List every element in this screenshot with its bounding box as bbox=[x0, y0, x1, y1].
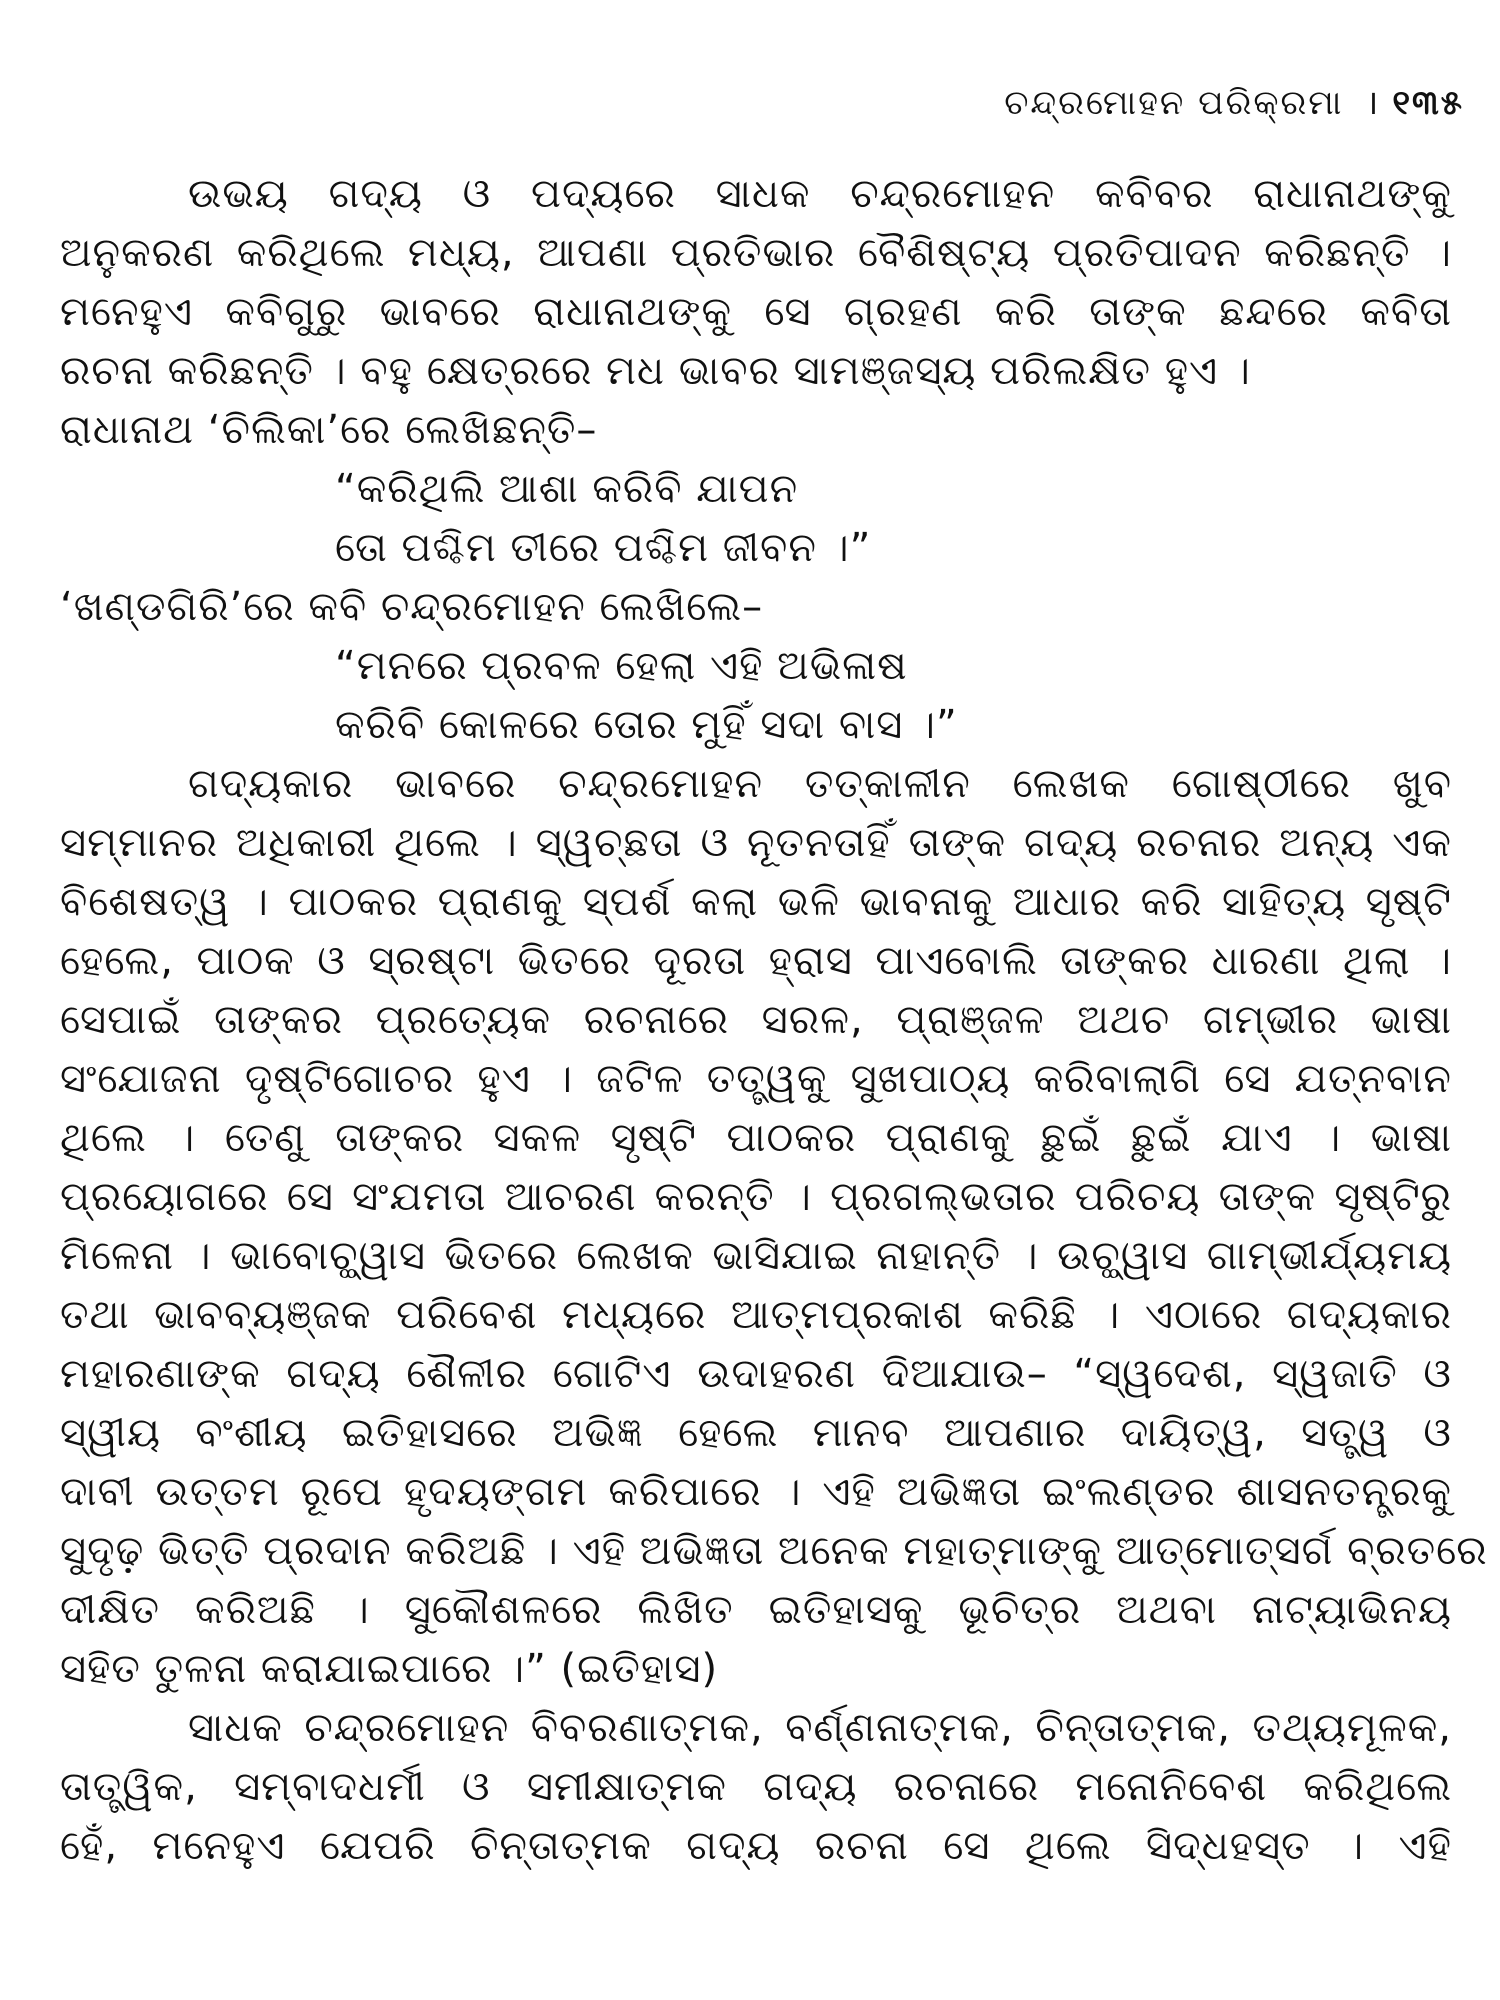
verse-line: ତୋ ପଶ୍ଚିମ ତୀରେ ପଶ୍ଚିମ ଜୀବନ ।” bbox=[335, 525, 872, 571]
text-line: ‘ଖଣ୍ଡଗିରି’ରେ କବି ଚନ୍ଦ୍ରମୋହନ ଲେଖିଲେ– bbox=[60, 584, 764, 630]
text-line: ମିଳେନା । ଭାବୋଚ୍ଛ୍ୱାସ ଭିତରେ ଲେଖକ ଭାସିଯାଇ ନାହାନ୍ତି । ଉଚ୍ଛ୍ୱାସ ଗାମ୍ଭୀର୍ଯ୍ୟମୟ bbox=[60, 1233, 1452, 1279]
verse-line: “କରିଥିଲି ଆଶା କରିବି ଯାପନ bbox=[335, 466, 799, 512]
text-line: ହେଲେ, ପାଠକ ଓ ସ୍ରଷ୍ଟା ଭିତରେ ଦୂରତା ହ୍ରାସ ପାଏବୋଲି ତାଙ୍କର ଧାରଣା ଥିଲା । bbox=[60, 938, 1452, 984]
text-line: ଥିଲେ । ତେଣୁ ତାଙ୍କର ସକଳ ସୃଷ୍ଟି ପାଠକର ପ୍ରାଣକୁ ଛୁଇଁ ଛୁଇଁ ଯାଏ । ଭାଷା bbox=[60, 1115, 1452, 1161]
header-separator: । bbox=[1365, 83, 1381, 123]
text-line: ତଥା ଭାବବ୍ୟଞ୍ଜକ ପରିବେଶ ମଧ୍ୟରେ ଆତ୍ମପ୍ରକାଶ କରିଛି । ଏଠାରେ ଗଦ୍ୟକାର bbox=[60, 1292, 1452, 1338]
text-line: ମହାରଣାଙ୍କ ଗଦ୍ୟ ଶୈଳୀର ଗୋଟିଏ ଉଦାହରଣ ଦିଆଯାଉ– “ସ୍ୱଦେଶ, ସ୍ୱଜାତି ଓ bbox=[60, 1351, 1452, 1397]
text-line: ସହିତ ତୁଳନା କରାଯାଇପାରେ ।” (ଇତିହାସ) bbox=[60, 1646, 719, 1692]
running-title: ଚନ୍ଦ୍ରମୋହନ ପରିକ୍ରମା bbox=[1004, 83, 1344, 123]
text-line: ରଚନା କରିଛନ୍ତି । ବହୁ କ୍ଷେତ୍ରରେ ମଧ ଭାବର ସାମଞ୍ଜସ୍ୟ ପରିଲକ୍ଷିତ ହୁଏ । bbox=[60, 348, 1251, 394]
text-line: ତାତ୍ତ୍ୱିକ, ସମ୍ବାଦଧର୍ମୀ ଓ ସମୀକ୍ଷାତ୍ମକ ଗଦ୍ୟ ରଚନାରେ ମନୋନିବେଶ କରିଥିଲେ bbox=[60, 1764, 1452, 1810]
text-line: ପ୍ରୟୋଗରେ ସେ ସଂଯମତା ଆଚରଣ କରନ୍ତି । ପ୍ରଗଲ୍‌ଭତାର ପରିଚୟ ତାଙ୍କ ସୃଷ୍ଟିରୁ bbox=[60, 1174, 1452, 1220]
text-line: ସେପାଇଁ ତାଙ୍କର ପ୍ରତ୍ୟେକ ରଚନାରେ ସରଳ, ପ୍ରାଞ୍ଜଳ ଅଥଚ ଗମ୍ଭୀର ଭାଷା bbox=[60, 997, 1452, 1043]
text-line: ମନେହୁଏ କବିଗୁରୁ ଭାବରେ ରାଧାନାଥଙ୍କୁ ସେ ଗ୍ରହଣ କରି ତାଙ୍କ ଛନ୍ଦରେ କବିତା bbox=[60, 289, 1452, 335]
text-line: ସମ୍ମାନର ଅଧିକାରୀ ଥିଲେ । ସ୍ୱଚ୍ଛତା ଓ ନୂତନତାହିଁ ତାଙ୍କ ଗଦ୍ୟ ରଚନାର ଅନ୍ୟ ଏକ bbox=[60, 820, 1452, 866]
text-line: ସୁଦୃଢ଼ ଭିତ୍ତି ପ୍ରଦାନ କରିଅଛି । ଏହି ଅଭିଜ୍ଞତା ଅନେକ ମହାତ୍ମାଙ୍କୁ ଆତ୍ମୋତ୍ସର୍ଗ ବ୍ରତରେ bbox=[60, 1528, 1488, 1574]
text-line: ରାଧାନାଥ ‘ଚିଲିକା’ରେ ଲେଖିଛନ୍ତି– bbox=[60, 407, 598, 453]
page-number: ୧୩୫ bbox=[1392, 83, 1464, 123]
text-line: ଅନୁକରଣ କରିଥିଲେ ମଧ୍ୟ, ଆପଣା ପ୍ରତିଭାର ବୈଶିଷ୍ଟ୍ୟ ପ୍ରତିପାଦନ କରିଛନ୍ତି । bbox=[60, 230, 1452, 276]
text-line: ଦୀକ୍ଷିତ କରିଅଛି । ସୁକୌଶଳରେ ଲିଖିତ ଇତିହାସକୁ ଭୂଚିତ୍ର ଅଥବା ନାଟ୍ୟାଭିନୟ bbox=[60, 1587, 1452, 1633]
text-line: ସଂଯୋଜନା ଦୃଷ୍ଟିଗୋଚର ହୁଏ । ଜଟିଳ ତତ୍ତ୍ୱକୁ ସୁଖପାଠ୍ୟ କରିବାଲାଗି ସେ ଯତ୍ନବାନ bbox=[60, 1056, 1452, 1102]
text-line: ଦାବୀ ଉତ୍ତମ ରୂପେ ହୃଦୟଙ୍ଗମ କରିପାରେ । ଏହି ଅଭିଜ୍ଞତା ଇଂଲଣ୍ଡର ଶାସନତନ୍ତ୍ରକୁ bbox=[60, 1469, 1452, 1515]
text-line: ବିଶେଷତ୍ୱ । ପାଠକର ପ୍ରାଣକୁ ସ୍ପର୍ଶ କଲା ଭଳି ଭାବନାକୁ ଆଧାର କରି ସାହିତ୍ୟ ସୃଷ୍ଟି bbox=[60, 879, 1452, 925]
text-line: ଉଭୟ ଗଦ୍ୟ ଓ ପଦ୍ୟରେ ସାଧକ ଚନ୍ଦ୍ରମୋହନ କବିବର ରାଧାନାଥଙ୍କୁ bbox=[188, 171, 1452, 217]
verse-line: “ମନରେ ପ୍ରବଳ ହେଲା ଏହି ଅଭିଳାଷ bbox=[335, 643, 908, 689]
text-line: ଗଦ୍ୟକାର ଭାବରେ ଚନ୍ଦ୍ରମୋହନ ତତ୍‌କାଳୀନ ଲେଖକ ଗୋଷ୍ଠୀରେ ଖୁବ bbox=[188, 761, 1452, 807]
verse-line: କରିବି କୋଳରେ ତୋର ମୁହିଁ ସଦା ବାସ ।” bbox=[335, 702, 958, 748]
text-line: ହେଁ, ମନେହୁଏ ଯେପରି ଚିନ୍ତାତ୍ମକ ଗଦ୍ୟ ରଚନା ସେ ଥିଲେ ସିଦ୍ଧହସ୍ତ । ଏହି bbox=[60, 1823, 1452, 1869]
text-line: ସାଧକ ଚନ୍ଦ୍ରମୋହନ ବିବରଣାତ୍ମକ, ବର୍ଣ୍ଣନାତ୍ମକ, ଚିନ୍ତାତ୍ମକ, ତଥ୍ୟମୂଳକ, bbox=[188, 1705, 1452, 1751]
text-line: ସ୍ୱୀୟ ବଂଶୀୟ ଇତିହାସରେ ଅଭିଜ୍ଞ ହେଲେ ମାନବ ଆପଣାର ଦାୟିତ୍ୱ, ସତ୍ତ୍ୱ ଓ bbox=[60, 1410, 1452, 1456]
running-header bbox=[1004, 78, 1464, 124]
